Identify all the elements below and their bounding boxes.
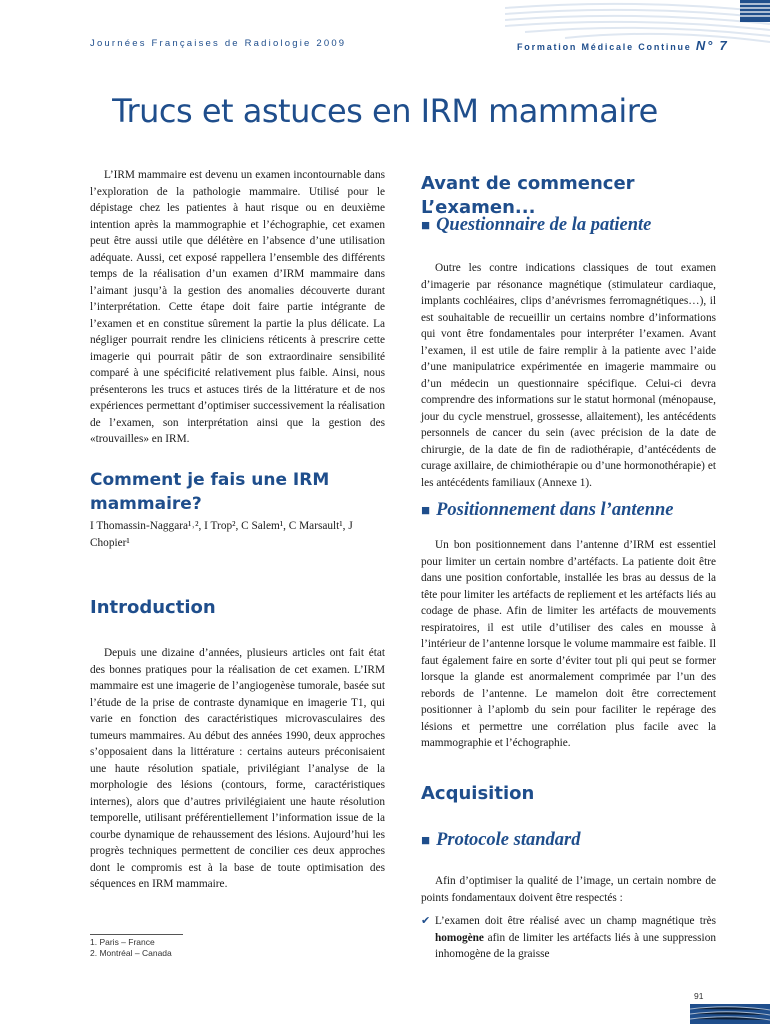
square-bullet-icon: ■ [421, 218, 431, 234]
section-label: Formation Médicale Continue [517, 42, 692, 52]
journal-header: Journées Françaises de Radiologie 2009 [90, 38, 347, 49]
positionnement-heading-text: Positionnement dans l’antenne [436, 500, 674, 520]
square-bullet-icon: ■ [421, 503, 431, 519]
comment-heading: Comment je fais une IRM mammaire? [90, 470, 330, 514]
intro-paragraph: L’IRM mammaire est devenu un examen incontournable dans l’exploration de la pathologie mammaire. Utilisé pour le dépistage chez les patientes à haut risque ou en deuxième intention après la mammographie et l’échographie, cet examen peut être aussi utile que délétère en l’absence d’une utilisation adéquate. Aussi, cet exposé rappellera l’ensemble des différents temps de la réalisation d’un examen d’IRM mammaire dans l’aimant jusqu’à la gestion des anomalies découverte durant l’interprétation. Cette étape doit faire partie intégrante de l’examen et en constitue sûrement la partie la plus délicate. La négliger pourrait rendre les cliniciens réticents à prescrire cette imagerie qui pourrait pâtir de son extraordinaire sensibilité comparé à une spécificité relativement plus faible. Ainsi, nous présenterons les trucs et astuces tirés de la littérature et de nos expériences permettant d’optimiser successivement la réalisation de l’examen, son interprétation ainsi que la gestion des «trouvailles» en IRM. [90, 169, 385, 445]
section-header [517, 38, 729, 53]
footnote-1: 1. Paris – France [90, 937, 155, 947]
positionnement-paragraph: Un bon positionnement dans l’antenne d’IRM est essentiel pour limiter un certain nombre d’artéfacts. La patiente doit être dans une position confortable, installée les bras au dessus de la tête pour limiter les artéfacts de repliement et les artéfacts liés au codage de phase. Afin de limiter les artéfacts de mouvements respiratoires, il est utile d’utiliser des cales en mousse à l’intérieur de l’antenne lorsque le volume mammaire est faible. Il faut également faire en sorte d’éviter tout pli qui peut se former lorsque la glande est anormalement comprimée par l’un des rebords de l’antenne. Le mamelon doit être correctement positionner à l’aplomb du sein pour faciliter le repérage des lésions et permettre une corrélation plus facile avec la mammographie et l’échographie. [421, 539, 716, 749]
authors: I Thomassin-Naggara¹˒², I Trop², C Salem¹, C Marsault¹, J Chopier¹ [90, 520, 353, 549]
protocole-heading [421, 830, 716, 851]
acquisition-heading: Acquisition [421, 783, 535, 804]
introduction-paragraph: Depuis une dizaine d’années, plusieurs articles ont fait état des bonnes pratiques pour la réalisation de cet examen. L’IRM mammaire est une imagerie de l’angiogenèse tumorale, basée sut l’étude de la prise de contraste dynamique en imagerie T1, qui varie en fonction des caractéristiques microvasculaires des tumeurs mammaires. Au début des années 1990, deux approches s’opposaient dans la littérature : certains auteurs préconisaient une haute résolution spatiale, privilégiant l’analyse de la morphologie des lésions (contours, forme, caractéristiques internes), alors que d’autres privilégiaient une haute résolution temporelle, utilisant préférentiellement l’information issue de la courbe dynamique de rehaussement des lésions. Aujourd’hui les progrès techniques permettent de concilier ces deux approches dont le compromis est à la base de toute optimisation des séquences en IRM mammaire. [90, 647, 385, 890]
questionnaire-paragraph: Outre les contre indications classiques de tout examen d’imagerie par résonance magnétique (stimulateur cardiaque, implants cochléaires, clips d’anévrismes ferromagnétiques…), il est souhaitable de recueillir un certains nombre d’informations qui vont être fondamentales pour interpréter l’examen. Avant l’examen, il est utile de faire remplir à la patiente avec l’aide d’une manipulatrice expérimentée en imagerie mammaire ou d’un médecin un questionnaire spécifique. Celui-ci devra comprendre des informations sur le statut hormonal (ménopause, jour du cycle menstruel, grossesse, allaitement), les antécédents personnels de cancer du sein (avec précision de la date de chirurgie, de la date de fin de radiothérapie, d’antécédents de curage axillaire, de chimiothérapie ou d’une hormonothérapie) et les antécédents familiaux (Annexe 1). [421, 262, 716, 489]
footnote-divider [90, 934, 183, 935]
positionnement-heading [421, 500, 716, 521]
introduction-heading: Introduction [90, 597, 216, 618]
questionnaire-heading-text: Questionnaire de la patiente [436, 215, 652, 235]
checkmark-icon: ✔ [421, 914, 431, 927]
checklist-text: L’examen doit être réalisé avec un champ magnétique très homogène afin de limiter les artéfacts liés à une suppression inhomogène de la graisse [435, 915, 716, 960]
issue-number: N° 7 [695, 38, 729, 53]
protocole-heading-text: Protocole standard [436, 830, 581, 850]
page-number: 91 [694, 991, 704, 1001]
protocole-paragraph: Afin d’optimiser la qualité de l’image, un certain nombre de points fondamentaux doivent être respectés : [421, 875, 716, 904]
page-title: Trucs et astuces en IRM mammaire [112, 92, 658, 130]
footer-decoration [690, 1004, 770, 1024]
questionnaire-heading [421, 215, 716, 236]
footnote-2: 2. Montréal – Canada [90, 948, 172, 958]
avant-heading: Avant de commencer L’examen... [421, 173, 635, 218]
checklist-item [421, 913, 716, 963]
square-bullet-icon: ■ [421, 833, 431, 849]
